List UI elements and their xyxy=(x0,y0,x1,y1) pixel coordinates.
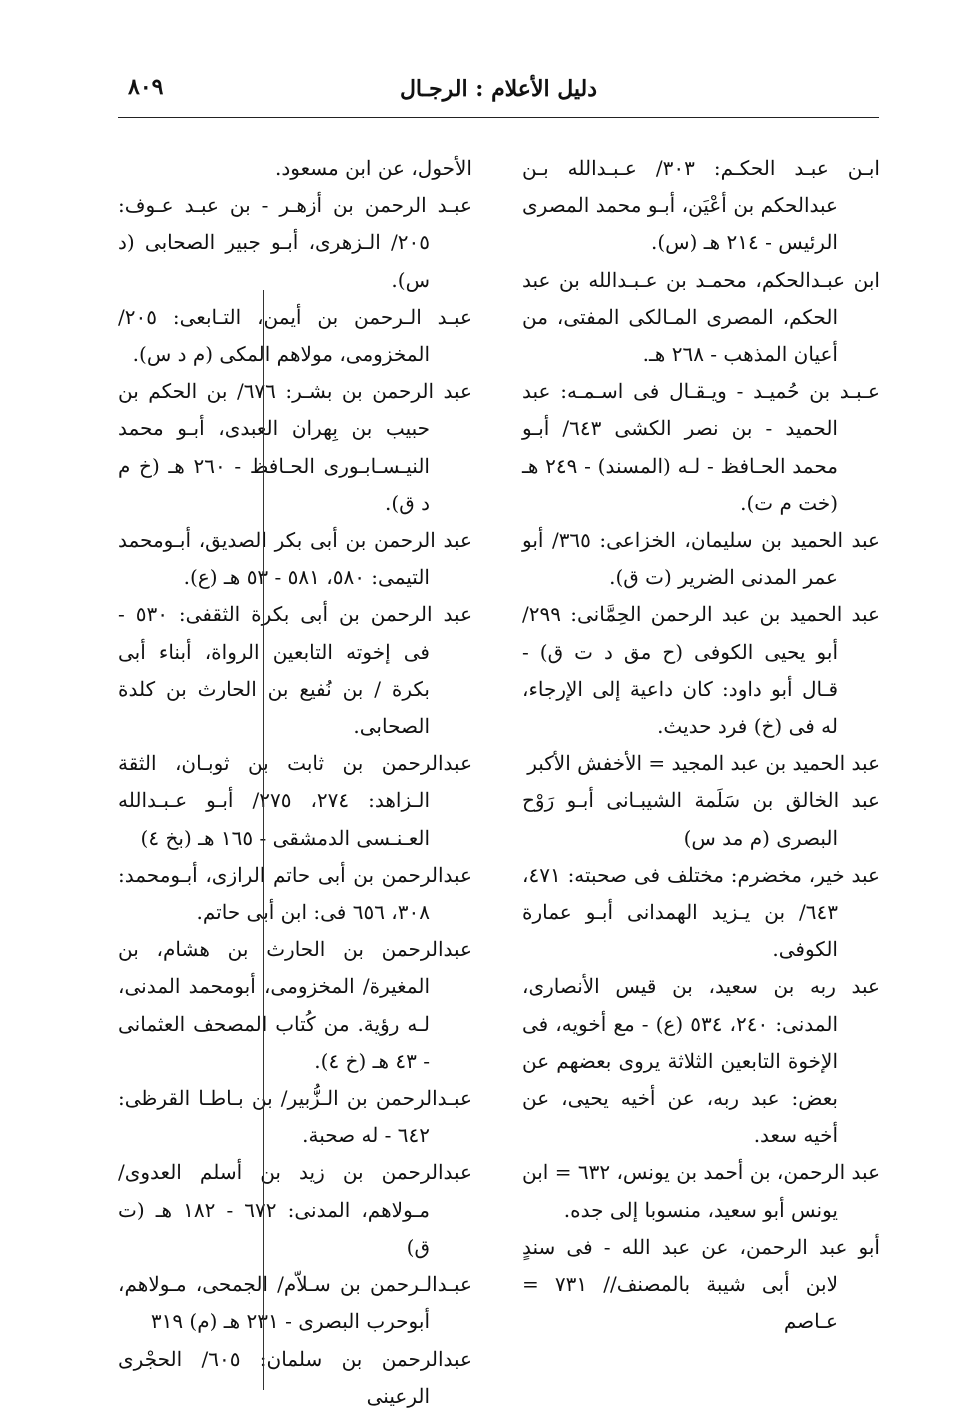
index-entry: عبد الرحمن بن بشـر: ٦٧٦/ بن الحكم بن حبيب بن بِهران العبدى، أبـو محمد النيـسـابـورى الحـافظ - ٢٦٠ هـ (خ م د ق). xyxy=(118,379,472,515)
index-entry: عبدالرحمن بن ثابت بن ثوبـان، الثقة الـزاهد: ٢٧٤، ٢٧٥/ أبـو عـبـدالله العـنـسى الدمشقى - ١٦٥ هـ (بخ ٤) xyxy=(118,751,472,850)
index-entry: عبد الرحمن، بن أحمد بن يونس، ٦٣٢ = ابن يونس أبو سعيد، منسوبا إلى جده. xyxy=(522,1160,880,1222)
running-title: دليل الأعلام : الرجـال xyxy=(399,76,598,102)
index-entry: عبد الحميد بن عبد المجيد = الأخفش الأكبر xyxy=(527,751,880,776)
index-entry: عبدالرحمن بن سلمان: ٦٠٥/ الحجْرى الرعينى xyxy=(118,1346,472,1408)
page-number: ٨٠٩ xyxy=(128,74,164,100)
index-entry: عبد ربه بن سعيد، بن قيس الأنصارى، المدنى: ٢٤٠، ٥٣٤ (ع) - مع أخويه، فى الإخوة التابعين الثلاثة يروى بعضهم عن بعض: عبد ربه، عن أخيه يحيى، عن أخيه سعد. xyxy=(522,974,880,1148)
index-entry-continued: الأحول، عن ابن مسعود. xyxy=(274,156,472,180)
index-entry: عبد الرحمن بن أبى بكرة الثقفى: ٥٣٠ - فى إخوته التابعين الرواة، أبناء أبى بكرة / بن نُفيع بن الحارث بن كلدة الصحابى. xyxy=(118,602,472,739)
left-column xyxy=(118,150,472,1415)
index-entry: عبد الرحمن بن أبى بكر الصديق، أبـومحمد التيمى: ٥٨٠، ٥٨١ - ٥٣ هـ (ع). xyxy=(118,528,472,590)
column-divider xyxy=(263,290,264,1390)
index-entry: أبو عبد الرحمن، عن عبد الله - فى سندٍ لابن أبى شيبة بالمصنف// ٧٣١ = عـاصم xyxy=(522,1234,880,1334)
index-entry: عبـد الرحمن بن أزهـر - بن عبـد عـوف: ٢٠٥/ الـزهرى، أبـو جبير الصحابى (د س). xyxy=(118,193,472,292)
index-entry: عبـد الـرحمن بن أيمن، التـابعى: ٢٠٥/ المخزومى، مولاهم المكى (م د س). xyxy=(118,304,472,367)
index-entry: عبدالرحمن بن أبى حاتم الرازى، أبـومحمد: ٣٠٨، ٦٥٦ فى: ابن أبى حاتم. xyxy=(118,862,472,925)
page-header xyxy=(118,70,879,116)
index-entry: عـبـد بن حُميـد - ويـقـال فى اسـمـه: عبد الحميد - بن نصر الكشى ٦٤٣/ أبـو محمد الحـافظ - لـه (المسند) - ٢٤٩ هـ (خت م ت). xyxy=(522,379,880,515)
index-entry: عبدالرحمن بن زيد بن أسلم العدوى/ مـولاهم، المدنى: ٦٧٢ - ١٨٢ هـ (ت ق) xyxy=(118,1160,472,1259)
index-entry: عبـدالرحمن بن الـزُّبير/ بن بـاطـا القرظى: ٦٤٢ - له صحبة. xyxy=(118,1086,472,1148)
index-entry: عبد الحميد بن سليمان، الخزاعى: ٣٦٥/ أبو عمر المدنى الضرير (ت ق). xyxy=(522,528,880,590)
index-entry: عبد الخالق بن سَلَمة الشيبـانى أبـو رَوْح البصرى (م مد س) xyxy=(522,788,880,850)
index-entry: عبد خير، مخضرم: مختلف فى صحبته: ٤٧١، ٦٤٣/ بن يـزيد الهمدانى أبـو عمارة الكوفى. xyxy=(522,862,880,962)
header-rule xyxy=(118,117,879,118)
index-entry: ابن عبـدالحكم، محمـد بن عـبـدالله بن عبد الحكم، المصرى المـالكى المفتى، من أعيان المذهب - ٢٦٨ هـ. xyxy=(522,267,880,367)
index-entry: عبد الحميد بن عبد الرحمن الحِمَّانى: ٢٩٩/ أبو يحيى الكوفى (ح مق د ت ق) - قـال أبو داود: كان داعية إلى الإرجاء، له فى (خ) فرد حديث. xyxy=(522,602,880,739)
index-entry: ابـن عبـد الحكـم: ٣٠٣/ عـبـدالله بـن عبدالحكم بن أعْيَن، أبـو محمد المصرى الرئيس - ٢١٤ هـ (س). xyxy=(522,156,880,255)
index-entry: عبـدالـرحمن بن سـلاّم/ الجمحى، مـولاهم، أبوحرب البصرى - ٢٣١ هـ (م) ٣١٩ xyxy=(118,1272,472,1334)
index-entry: عبدالرحمن بن الحارث بن هشام، بن المغيرة/ المخزومى، أبومحمد المدنى، لـه رؤية. من كُتاب المصحف العثمانى - ٤٣ هـ (خ ٤). xyxy=(118,937,472,1073)
right-column xyxy=(522,150,880,1341)
